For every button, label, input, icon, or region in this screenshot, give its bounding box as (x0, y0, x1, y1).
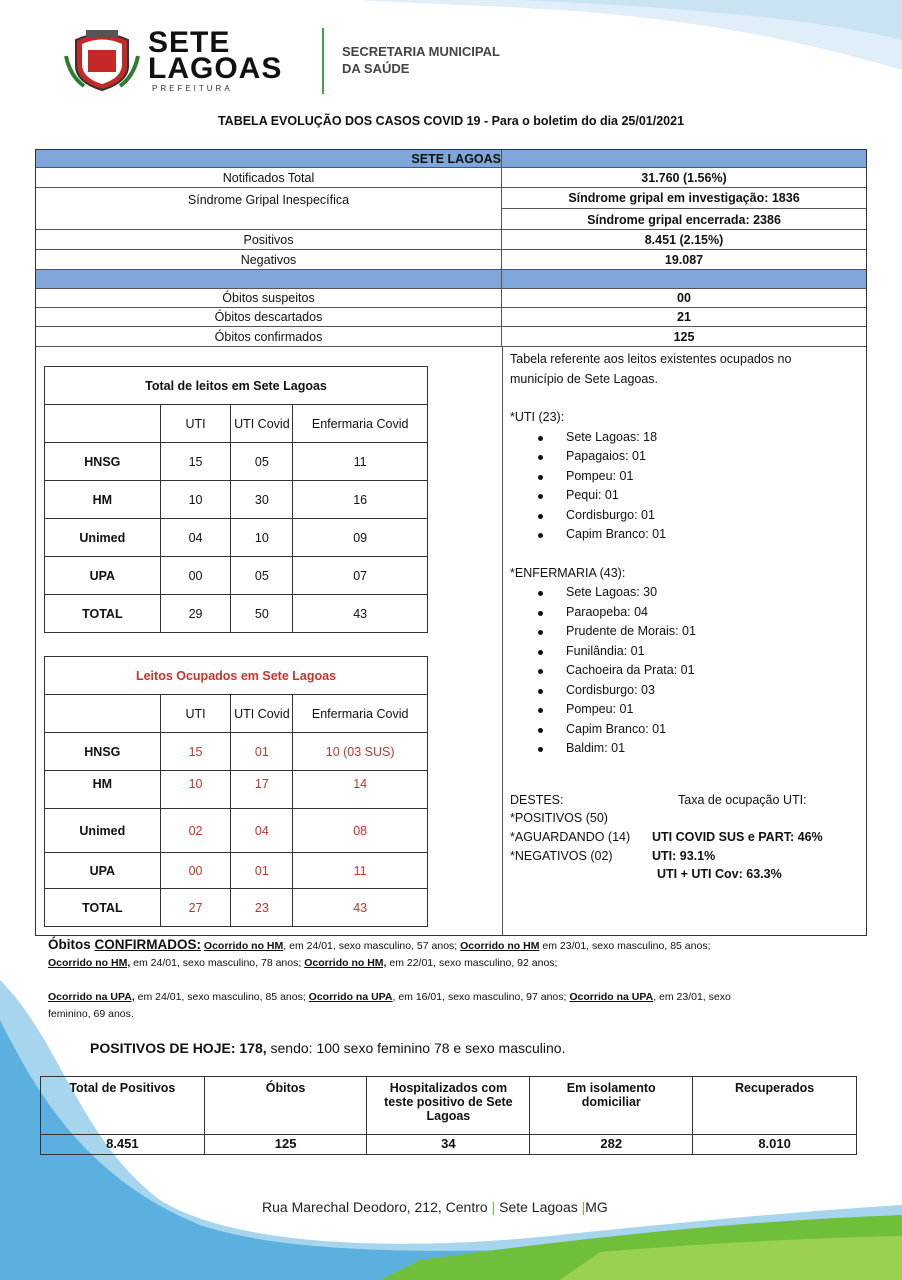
positivos-hoje-text: sendo: 100 sexo feminino 78 e sexo masculino. (266, 1040, 566, 1056)
obito-text: em 22/01, sexo masculino, 92 anos; (386, 957, 558, 969)
obito-text: , em 16/01, sexo masculino, 97 anos; (392, 991, 570, 1003)
document-title: TABELA EVOLUÇÃO DOS CASOS COVID 19 - Para o boletim do dia 25/01/2021 (217, 114, 685, 128)
positivos-hoje-bold: POSITIVOS DE HOJE: 178, (90, 1040, 267, 1056)
footer-separator: | (581, 1199, 586, 1215)
col-header: Em isolamento domiciliar (530, 1077, 693, 1135)
sindrome-encerrada: Síndrome gripal encerrada: 2386 (587, 212, 781, 227)
table-cell: 43 (293, 889, 428, 927)
bottom-summary-table (40, 1076, 857, 1155)
notes-intro-line2: município de Sete Lagoas. (510, 371, 659, 386)
table-cell: 15 (160, 443, 231, 481)
department-line2: DA SAÚDE (342, 61, 410, 76)
table-cell: 11 (293, 853, 428, 889)
obitos-heading-underlined: CONFIRMADOS: (94, 937, 201, 952)
table-cell: 10 (160, 771, 231, 809)
obito-text: feminino, 69 anos. (48, 1008, 134, 1020)
col-header: UTI Covid (231, 695, 293, 733)
obitos-confirmados-value: 125 (673, 329, 695, 344)
obitos-confirmados-label: Óbitos confirmados (36, 327, 502, 346)
summary-spacer-row (36, 270, 866, 289)
taxa-uti: UTI: 93.1% (652, 849, 716, 863)
row-label: Unimed (45, 809, 161, 853)
table-row (45, 443, 428, 481)
list-item: Capim Branco: 01 (510, 720, 860, 740)
negativos-label: Negativos (36, 250, 502, 269)
table-cell: 50 (231, 595, 293, 633)
table-row (45, 853, 428, 889)
row-label: Unimed (45, 519, 161, 557)
list-item: Baldim: 01 (510, 739, 860, 759)
col-header: Óbitos (204, 1077, 367, 1135)
header-divider (322, 28, 324, 94)
obito-location: Ocorrido no HM (203, 940, 284, 952)
table-cell: 10 (03 SUS) (293, 733, 428, 771)
list-item: Sete Lagoas: 18 (510, 428, 860, 448)
table-cell: 16 (293, 481, 428, 519)
list-item: Pompeu: 01 (510, 700, 860, 720)
obito-location: Ocorrido no HM, (304, 957, 387, 969)
taxa-uti-covid: UTI COVID SUS e PART: 46% (652, 830, 823, 844)
table-cell: 00 (160, 853, 231, 889)
list-item: Cachoeira da Prata: 01 (510, 661, 860, 681)
table-cell: 05 (231, 443, 293, 481)
table-cell: 8.451 (41, 1135, 205, 1155)
table-cell: 34 (367, 1135, 530, 1155)
obitos-suspeitos-value: 00 (677, 291, 691, 305)
total-beds-title: Total de leitos em Sete Lagoas (45, 367, 428, 405)
col-header: Hospitalizados com teste positivo de Sete Lagoas (367, 1077, 530, 1135)
list-item: Sete Lagoas: 30 (510, 583, 860, 603)
brand-subtitle: PREFEITURA (152, 84, 233, 93)
row-obitos-descartados (36, 308, 866, 327)
row-obitos-confirmados (36, 327, 866, 347)
table-cell: 29 (160, 595, 231, 633)
positivos-hoje (90, 1040, 565, 1056)
notes-intro-line1: Tabela referente aos leitos existentes ocupados no (510, 352, 792, 366)
uti-list (510, 428, 860, 545)
row-label: UPA (45, 853, 161, 889)
table-cell: 125 (204, 1135, 367, 1155)
list-item: Paraopeba: 04 (510, 603, 860, 623)
obito-location: Ocorrido no HM (460, 940, 540, 952)
notificados-label: Notificados Total (36, 168, 502, 187)
right-notes (510, 350, 860, 759)
occupied-beds-title: Leitos Ocupados em Sete Lagoas (45, 657, 428, 695)
brand-name-line1: SETE (148, 26, 231, 59)
row-label: HM (45, 771, 161, 809)
obito-text: em 23/01, sexo masculino, 85 anos; (539, 940, 711, 952)
taxa-title: Taxa de ocupação UTI: (678, 793, 807, 807)
obito-location: Ocorrido na UPA (569, 991, 654, 1003)
department-line1: SECRETARIA MUNICIPAL (342, 44, 500, 59)
table-cell: 10 (160, 481, 231, 519)
destes-aguardando: *AGUARDANDO (14) (510, 830, 631, 844)
obito-text: , em 24/01, sexo masculino, 57 anos; (283, 940, 461, 952)
footer-address (262, 1199, 608, 1215)
obito-location: Ocorrido na UPA, (48, 991, 135, 1003)
obito-text: em 24/01, sexo masculino, 78 anos; (130, 957, 305, 969)
notificados-value: 31.760 (1.56%) (641, 170, 727, 185)
destes-negativos: *NEGATIVOS (02) (510, 849, 613, 863)
col-header: UTI Covid (231, 405, 293, 443)
table-cell: 14 (293, 771, 428, 809)
list-item: Cordisburgo: 03 (510, 681, 860, 701)
list-item: Capim Branco: 01 (510, 525, 860, 545)
col-header: Recuperados (693, 1077, 857, 1135)
table-cell: 11 (293, 443, 428, 481)
positivos-value: 8.451 (2.15%) (644, 232, 724, 247)
row-negativos (36, 250, 866, 270)
positivos-label: Positivos (36, 230, 502, 249)
table-cell: 05 (231, 557, 293, 595)
footer-separator: | (491, 1199, 496, 1215)
table-cell: 01 (231, 733, 293, 771)
table-row (45, 889, 428, 927)
col-header: UTI (160, 405, 231, 443)
table-cell: 01 (231, 853, 293, 889)
col-header: UTI (160, 695, 231, 733)
table-row (45, 519, 428, 557)
summary-header-row (36, 150, 866, 168)
table-cell: 15 (160, 733, 231, 771)
total-beds-table (44, 366, 428, 633)
destes-label: DESTES: (510, 793, 564, 807)
enfermaria-title: *ENFERMARIA (43): (510, 565, 626, 580)
obitos-heading: Óbitos (48, 937, 95, 952)
city-coat-of-arms-logo (64, 26, 140, 94)
table-row (41, 1135, 857, 1155)
table-cell: 04 (160, 519, 231, 557)
table-cell: 27 (160, 889, 231, 927)
table-cell: 02 (160, 809, 231, 853)
obito-location: Ocorrido na UPA (308, 991, 393, 1003)
col-header: Enfermaria Covid (293, 405, 428, 443)
obitos-descartados-label: Óbitos descartados (36, 308, 502, 326)
enfermaria-list (510, 583, 860, 759)
table-row (45, 809, 428, 853)
obito-location: Ocorrido no HM, (48, 957, 131, 969)
table-row (45, 733, 428, 771)
row-label: TOTAL (45, 595, 161, 633)
list-item: Funilândia: 01 (510, 642, 860, 662)
table-cell: 43 (293, 595, 428, 633)
table-cell: 08 (293, 809, 428, 853)
table-cell: 04 (231, 809, 293, 853)
list-item: Pompeu: 01 (510, 467, 860, 487)
row-label: UPA (45, 557, 161, 595)
col-header: Total de Positivos (41, 1077, 205, 1135)
obitos-confirmados-paragraph (48, 936, 868, 1023)
col-header: Enfermaria Covid (293, 695, 428, 733)
destes-positivos: *POSITIVOS (50) (510, 811, 608, 825)
footer-city: Sete Lagoas (499, 1199, 578, 1215)
table-cell: 10 (231, 519, 293, 557)
table-cell: 23 (231, 889, 293, 927)
list-item: Pequi: 01 (510, 486, 860, 506)
row-label: HM (45, 481, 161, 519)
table-row (45, 481, 428, 519)
sindrome-label: Síndrome Gripal Inespecífica (36, 188, 502, 229)
row-label: HNSG (45, 443, 161, 481)
table-row (45, 771, 428, 809)
table-cell: 30 (231, 481, 293, 519)
section-title: SETE LAGOAS (36, 150, 502, 167)
taxa-uti-total: UTI + UTI Cov: 63.3% (657, 867, 782, 881)
negativos-value: 19.087 (664, 252, 704, 267)
brand-name-line2: LAGOAS (148, 52, 283, 85)
obitos-descartados-value: 21 (677, 310, 691, 324)
row-positivos (36, 230, 866, 250)
row-label: HNSG (45, 733, 161, 771)
table-cell: 17 (231, 771, 293, 809)
table-cell: 282 (530, 1135, 693, 1155)
footer-state: MG (585, 1199, 608, 1215)
list-item: Cordisburgo: 01 (510, 506, 860, 526)
lower-section-divider (502, 347, 503, 935)
table-cell: 8.010 (693, 1135, 857, 1155)
row-obitos-suspeitos (36, 289, 866, 308)
row-sindrome (36, 188, 866, 230)
footer-street: Rua Marechal Deodoro, 212, Centro (262, 1199, 488, 1215)
obito-text: em 24/01, sexo masculino, 85 anos; (134, 991, 309, 1003)
table-cell: 07 (293, 557, 428, 595)
obito-text: , em 23/01, sexo (653, 991, 731, 1003)
table-cell: 00 (160, 557, 231, 595)
list-item: Prudente de Morais: 01 (510, 622, 860, 642)
row-label: TOTAL (45, 889, 161, 927)
table-row (45, 595, 428, 633)
table-cell: 09 (293, 519, 428, 557)
list-item: Papagaios: 01 (510, 447, 860, 467)
sindrome-investigacao: Síndrome gripal em investigação: 1836 (502, 188, 866, 209)
uti-title: *UTI (23): (510, 410, 565, 424)
row-notificados (36, 168, 866, 188)
obitos-suspeitos-label: Óbitos suspeitos (36, 289, 502, 307)
occupied-beds-table (44, 656, 428, 927)
table-row (45, 557, 428, 595)
